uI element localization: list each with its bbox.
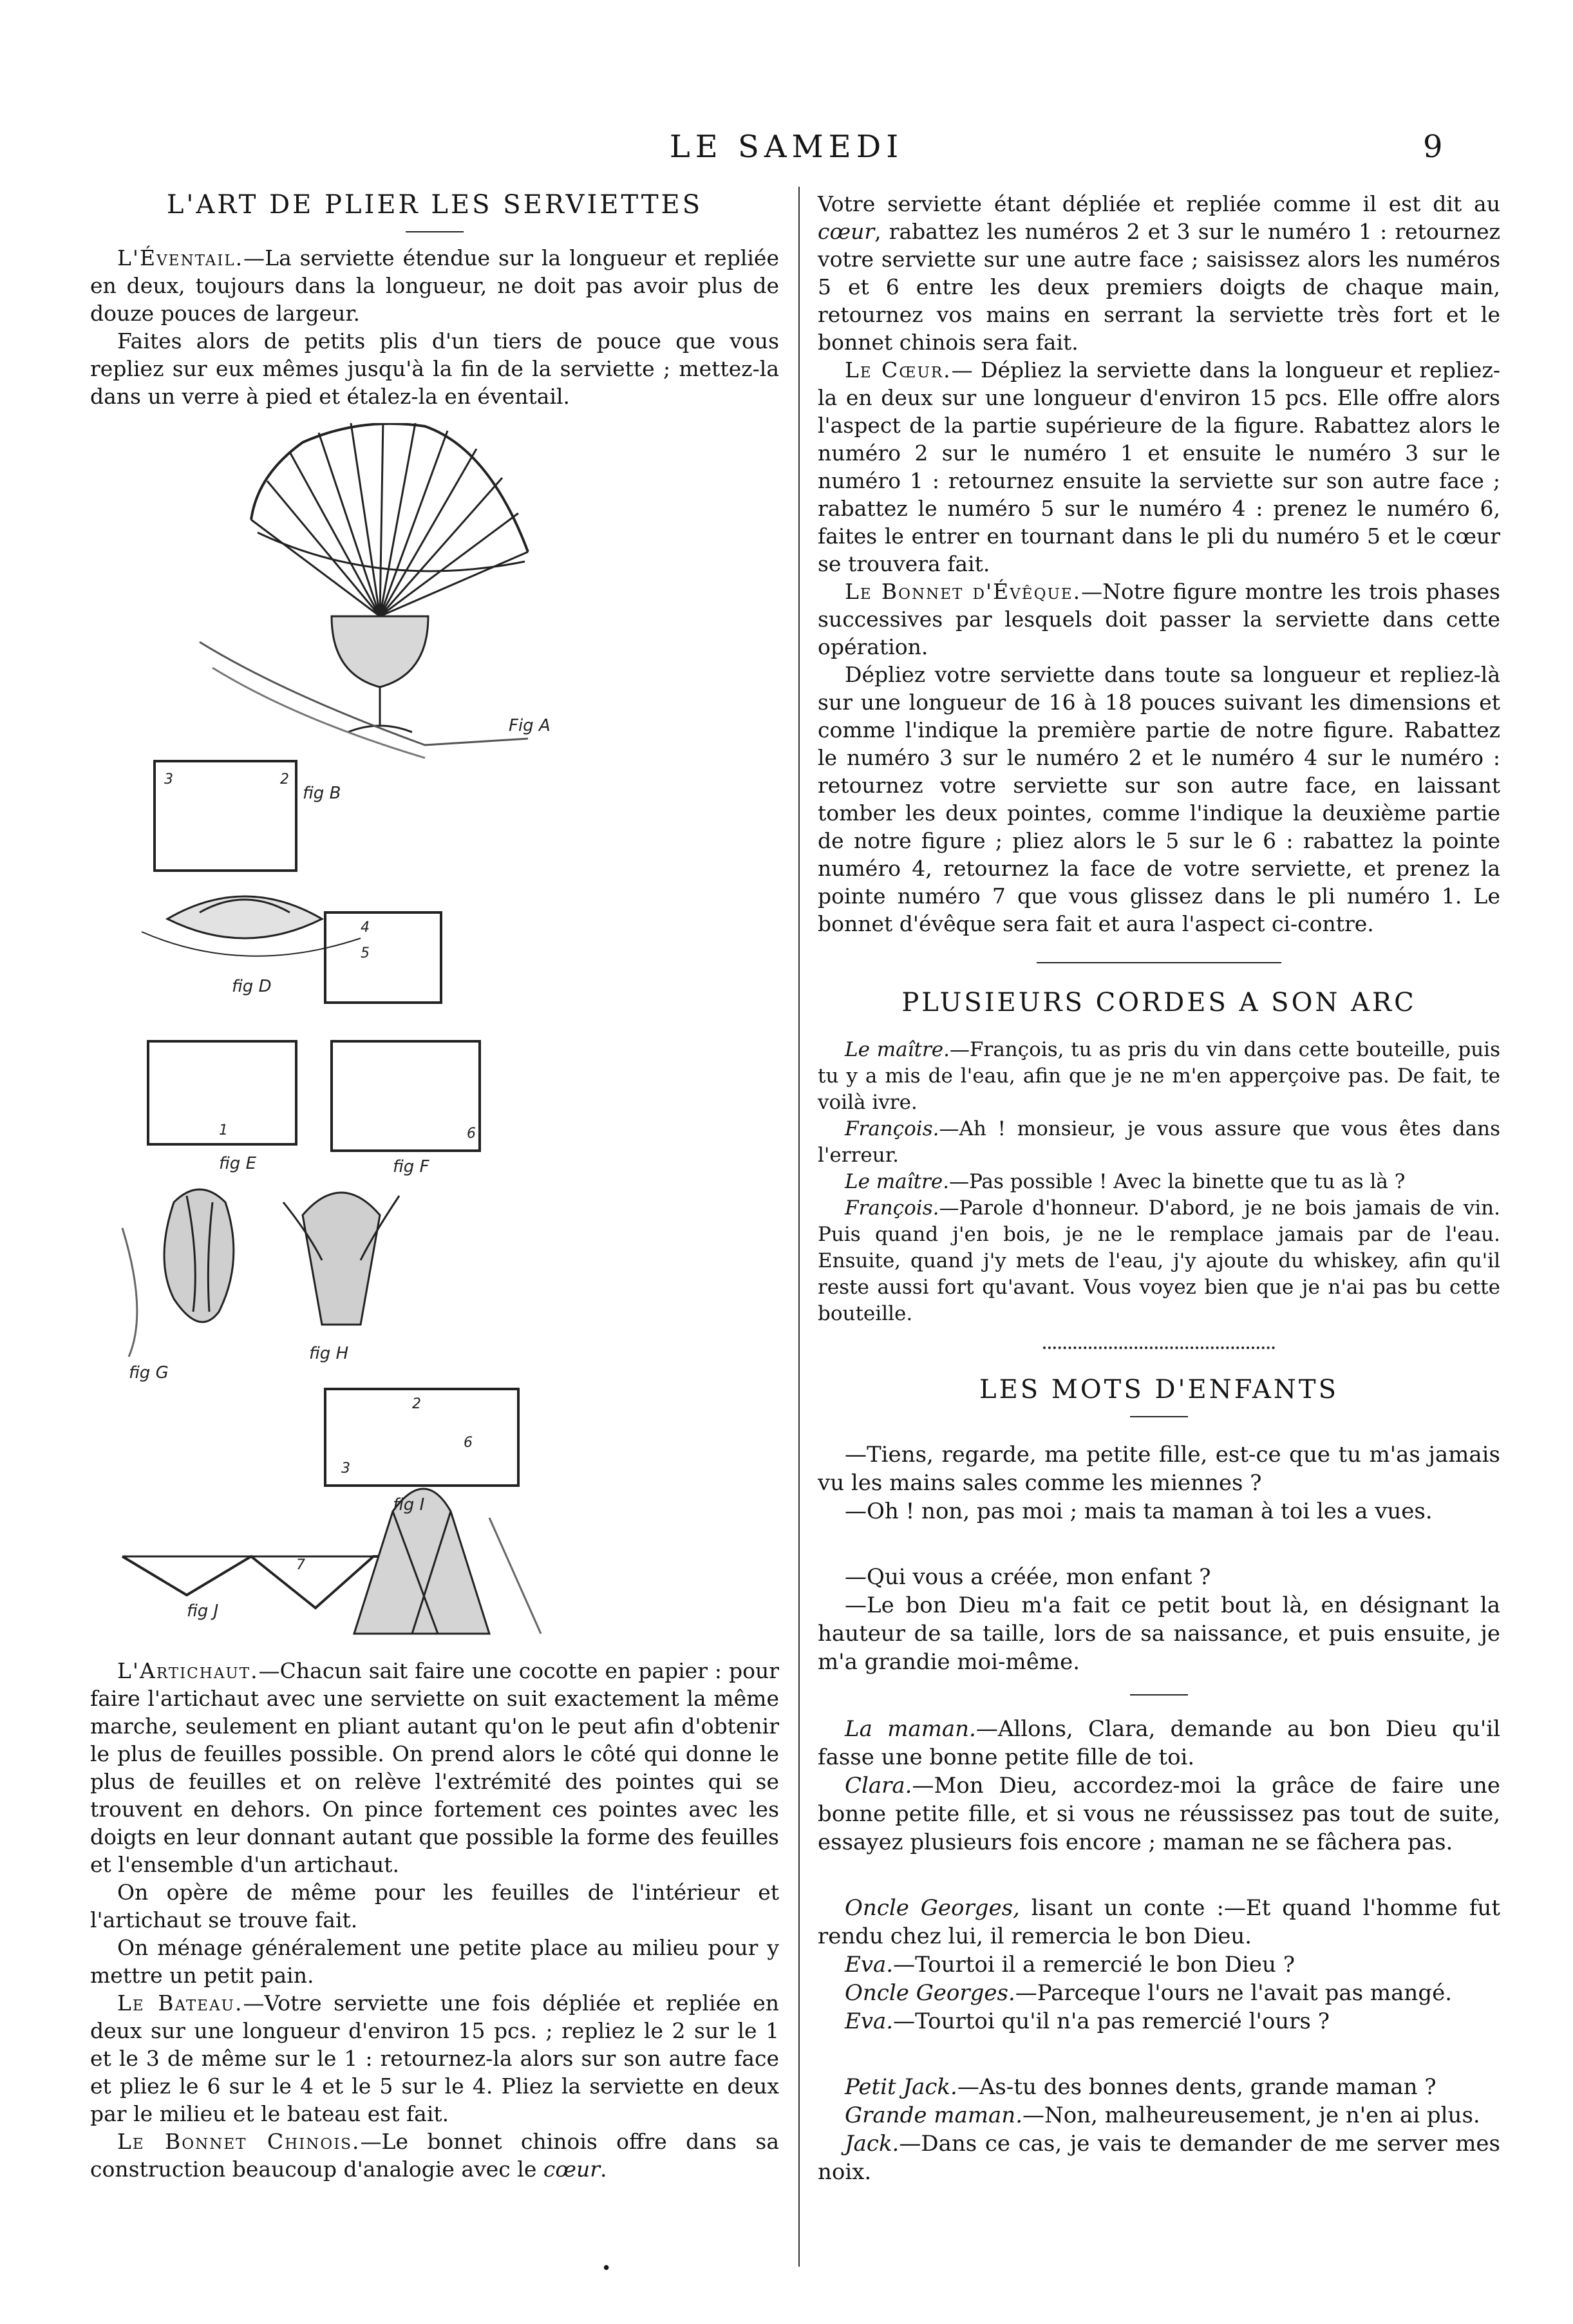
- anecdote-rule: [1130, 1694, 1188, 1696]
- paragraph-bonnet-chinois-cont: Votre serviette étant dépliée et repliée comme il est dit au cœur, rabattez les numéros 2 et 3 sur le numéro 1 : retournez votre serviette sur une autre face ; saisissez alors les numéros 5 et 6 entre les deux premiers doigts de chaque main, retournez vos mains en serrant la serviette très fort et le bonnet chinois sera fait.: [818, 191, 1500, 355]
- paragraph-bateau: Le Bateau.—Votre serviette une fois dépliée et repliée en deux sur une longueur d'environ 15 pcs. ; repliez le 2 sur le 1 et le 3 de même sur le 1 : retournez-la alors sur son autre face et pliez le 6 sur le 4 et le 5 sur le 4. Pliez la serviette en deux par le milieu et le bateau est fait.: [90, 1990, 779, 2126]
- title-rule: [406, 231, 464, 232]
- dialogue-line: Le maître.—François, tu as pris du vin dans cette bouteille, puis tu y a mis de l'eau, afin que je ne m'en apperçoive pas. De fait, te voilà ivre.: [818, 1038, 1500, 1114]
- right-column: [818, 190, 1500, 2224]
- paragraph-bonnet-eveque-2: Dépliez votre serviette dans toute sa longueur et repliez-là sur une longueur de 16 à 18 pouces suivant les dimensions et comme l'indique la première partie de notre figure. Rabattez le numéro 3 sur le numéro 2 et le numéro 4 sur le numéro : retournez votre serviette sur son autre face, en laissant tomber les deux pointes, comme l'indique la deuxième partie de notre figure ; pliez alors le 5 sur le 6 : rabattez la pointe numéro 4, retournez la face de votre serviette, et prenez la pointe numéro 7 que vous glissez dans le pli numéro 1. Le bonnet d'évêque sera fait et aura l'aspect ci-contre.: [818, 662, 1500, 936]
- fold-number-6: 6: [467, 1126, 476, 1142]
- napkin-engraving: [90, 423, 779, 1640]
- paragraph-artichaut-2: On opère de même pour les feuilles de l'intérieur et l'artichaut se trouve fait.: [90, 1880, 779, 1932]
- section-rule: [1037, 962, 1281, 963]
- fold-number-2b: 2: [412, 1396, 421, 1412]
- fig-label-h: fig H: [309, 1344, 349, 1363]
- fig-label-f: fig F: [393, 1157, 429, 1176]
- dialogue-line: François.—Parole d'honneur. D'abord, je ne bois jamais de vin. Puis quand j'en bois, je ne le remplace jamais par de l'eau. Ensuite, quand j'y mets de l'eau, j'y ajoute du whiskey, afin qu'il reste aussi fort qu'avant. Vous voyez bien que je n'ai pas bu cette bouteille.: [818, 1196, 1500, 1325]
- subhead-coeur: Le Cœur.: [845, 357, 952, 383]
- article-title: L'ART DE PLIER LES SERVIETTES: [166, 190, 703, 220]
- fold-number-1: 1: [219, 1122, 228, 1138]
- paragraph-eventail: L'Éventail.—La serviette étendue sur la longueur et repliée en deux, toujours dans la longueur, ne doit pas avoir plus de douze pouces de largeur.: [90, 245, 779, 326]
- fold-number-5: 5: [361, 945, 370, 961]
- fold-number-4: 4: [361, 920, 370, 936]
- paragraph-artichaut-3: On ménage généralement une petite place au milieu pour y mettre un petit pain.: [90, 1935, 779, 1988]
- printer-mark: •: [601, 2259, 612, 2278]
- fig-label-i: fig I: [393, 1495, 425, 1515]
- paragraph-artichaut: L'Artichaut.—Chacun sait faire une cocotte en papier : pour faire l'artichaut avec une serviette on suit exactement la même marche, seulement en pliant autant qu'on le peut afin d'obtenir le plus de feuilles possible. On prend alors le côté qui donne le plus de feuilles et on relève l'extrémité des pointes qui se trouvent en dehors. On pince fortement ces pointes avec les doigts en leur donnant autant que possible la forme des feuilles et l'ensemble d'un artichaut.: [90, 1658, 779, 1877]
- napkin-folding-illustration: [90, 423, 779, 1640]
- fig-label-j: fig J: [187, 1601, 219, 1621]
- subhead-artichaut: L'Artichaut.: [117, 1658, 259, 1683]
- paragraph-bonnet-chinois: Le Bonnet Chinois.—Le bonnet chinois offre dans sa construction beaucoup d'analogie avec le cœur.: [90, 2129, 780, 2182]
- fold-number-6b: 6: [464, 1435, 473, 1451]
- anecdote-3: La maman.—Allons, Clara, demande au bon Dieu qu'il fasse une bonne petite fille de toi. Clara.—Mon Dieu, accordez-moi la grâce de faire une bonne petite fille, et si vous ne réussissez pas tout de suite, essayez plusieurs fois encore ; maman ne se fâchera pas.: [818, 1716, 1500, 1855]
- section-title-mots-enfants: LES MOTS D'ENFANTS: [979, 1375, 1339, 1404]
- dialogue-line: François.—Ah ! monsieur, je vous assure que vous êtes dans l'erreur.: [818, 1117, 1500, 1167]
- paragraph-bonnet-eveque: Le Bonnet d'Évêque.—Notre figure montre les trois phases successives par lesquels doit passer la serviette dans cette opération.: [818, 579, 1500, 659]
- subhead-bonnet-eveque: Le Bonnet d'Évêque.: [845, 579, 1082, 604]
- column-divider: [798, 187, 800, 2267]
- fig-label-g: fig G: [129, 1363, 169, 1383]
- fig-label-d: fig D: [232, 977, 272, 996]
- page-number: 9: [1423, 129, 1443, 165]
- paragraph-eventail-2: Faites alors de petits plis d'un tiers de pouce que vous repliez sur eux mêmes jusqu'à la fin de la serviette ; mettez-la dans un verre à pied et étalez-la en éventail.: [90, 328, 779, 409]
- anecdote-5: Petit Jack.—As-tu des bonnes dents, grande maman ? Grande maman.—Non, malheureusement, je n'en ai plus. Jack.—Dans ce cas, je vais te demander de me server mes noix.: [818, 2074, 1500, 2185]
- fig-label-b: fig B: [303, 784, 341, 803]
- title-rule: [1130, 1416, 1188, 1417]
- section-rule-dotted: [1043, 1346, 1275, 1349]
- subhead-bateau: Le Bateau.: [117, 1990, 243, 2016]
- fold-number-2: 2: [280, 771, 289, 788]
- left-column: [90, 190, 779, 2183]
- section-title-cordes: PLUSIEURS CORDES A SON ARC: [901, 988, 1417, 1017]
- fold-number-3: 3: [164, 771, 173, 788]
- fold-number-7: 7: [296, 1557, 305, 1573]
- fig-label-a: Fig A: [509, 716, 551, 735]
- subhead-bonnet-chinois: Le Bonnet Chinois.: [117, 2129, 361, 2154]
- dialogue-cordes: [818, 1037, 1500, 1327]
- paragraph-coeur: Le Cœur.— Dépliez la serviette dans la longueur et repliez-la en deux sur une longueur d'environ 15 pcs. Elle offre alors l'aspect de la partie supérieure de la figure. Rabattez alors le numéro 2 sur le numéro 1 et ensuite le numéro 3 sur le numéro 1 : retournez ensuite la serviette sur son autre face ; rabattez le numéro 5 sur le numéro 4 : prenez le numéro 6, faites le entrer en tournant dans le pli du numéro 5 et le cœur se trouvera fait.: [818, 357, 1500, 576]
- anecdote-1: —Tiens, regarde, ma petite fille, est-ce que tu m'as jamais vu les mains sales comme les miennes ? —Oh ! non, pas moi ; mais ta maman à toi les a vues.: [818, 1442, 1500, 1524]
- anecdote-4: Oncle Georges, lisant un conte :—Et quand l'homme fut rendu chez lui, il remercia le bon Dieu. Eva.—Tourtoi il a remercié le bon Dieu ? Oncle Georges.—Parceque l'ours ne l'avait pas mangé. Eva.—Tourtoi qu'il n'a pas remercié l'ours ?: [818, 1895, 1500, 2034]
- anecdote-2: —Qui vous a créée, mon enfant ? —Le bon Dieu m'a fait ce petit bout là, en désignant la hauteur de sa taille, lors de sa naissance, et puis ensuite, je m'a grandie moi-même.: [818, 1564, 1500, 1675]
- subhead-eventail: L'Éventail.: [117, 245, 244, 270]
- fig-label-e: fig E: [219, 1154, 256, 1173]
- dialogue-line: Le maître.—Pas possible ! Avec la binette que tu as là ?: [845, 1170, 1406, 1193]
- fold-number-3b: 3: [341, 1460, 350, 1477]
- running-head: LE SAMEDI: [669, 129, 904, 165]
